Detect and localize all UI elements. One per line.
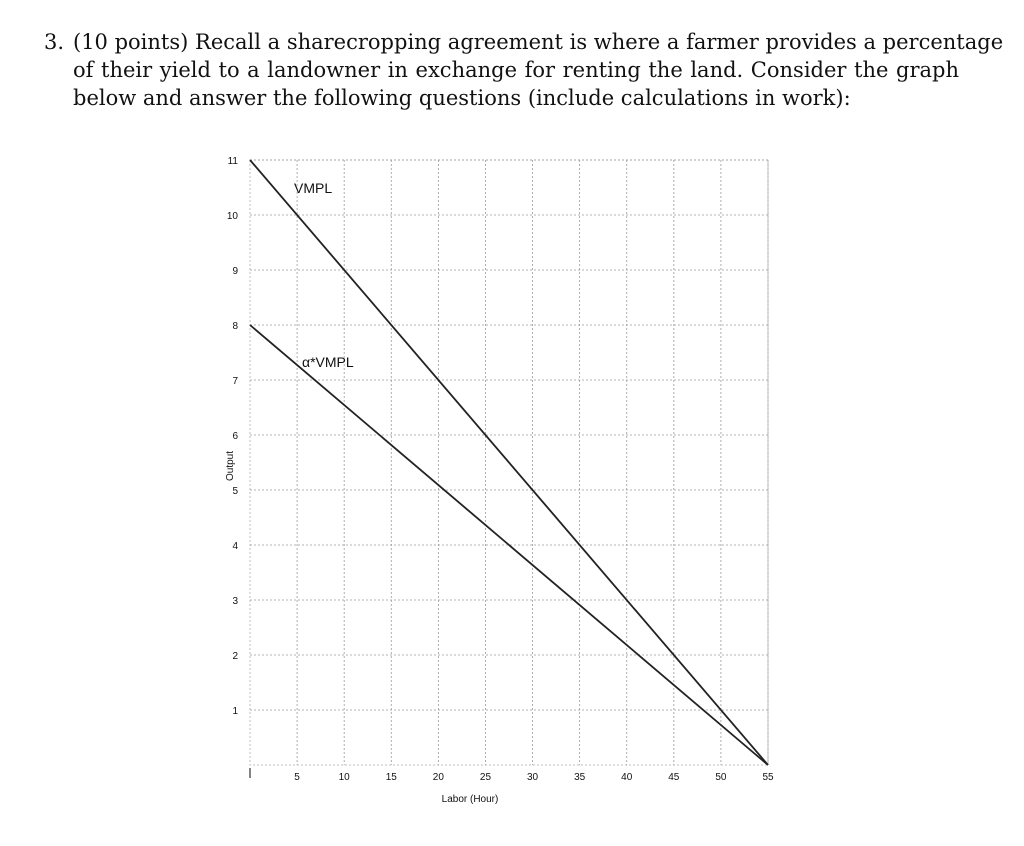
- y-tick-label-3: 3: [232, 596, 238, 607]
- y-tick-label-1: 1: [232, 706, 238, 717]
- x-tick-label-10: 10: [338, 772, 350, 783]
- y-tick-label-11: 11: [227, 156, 238, 167]
- x-axis-title: Labor (Hour): [441, 794, 499, 805]
- x-tick-label-50: 50: [715, 772, 727, 783]
- series-line-0: [250, 160, 768, 765]
- y-tick-label-5: 5: [232, 486, 238, 497]
- x-tick-label-25: 25: [479, 772, 492, 783]
- x-tick-label-30: 30: [526, 772, 539, 783]
- y-tick-label-10: 10: [226, 211, 238, 222]
- y-tick-label-4: 4: [232, 541, 238, 552]
- x-tick-label-15: 15: [385, 772, 397, 783]
- y-tick-label-2: 2: [232, 651, 238, 662]
- x-tick-label-45: 45: [668, 772, 680, 783]
- x-tick-label-55: 55: [762, 772, 774, 783]
- question-line-2: of their yield to a landowner in exchange for renting the land. Consider the graph: [73, 58, 959, 82]
- question-line-1: (10 points) Recall a sharecropping agreement is where a farmer provides a percentage: [73, 30, 1004, 54]
- question-number: 3.: [44, 30, 65, 54]
- series-label-0: VMPL: [294, 180, 333, 196]
- question-line-3: below and answer the following questions (include calculations in work):: [73, 86, 851, 110]
- x-tick-label-40: 40: [621, 772, 633, 783]
- y-tick-label-6: 6: [232, 431, 238, 442]
- x-tick-label-5: 5: [294, 772, 300, 783]
- y-tick-label-7: 7: [232, 376, 238, 387]
- x-tick-label-35: 35: [574, 772, 586, 783]
- y-axis-title: Output: [225, 450, 236, 482]
- y-tick-label-8: 8: [232, 321, 238, 332]
- x-tick-label-20: 20: [432, 772, 444, 783]
- y-tick-label-9: 9: [232, 266, 238, 277]
- series-label-1: α*VMPL: [302, 354, 354, 370]
